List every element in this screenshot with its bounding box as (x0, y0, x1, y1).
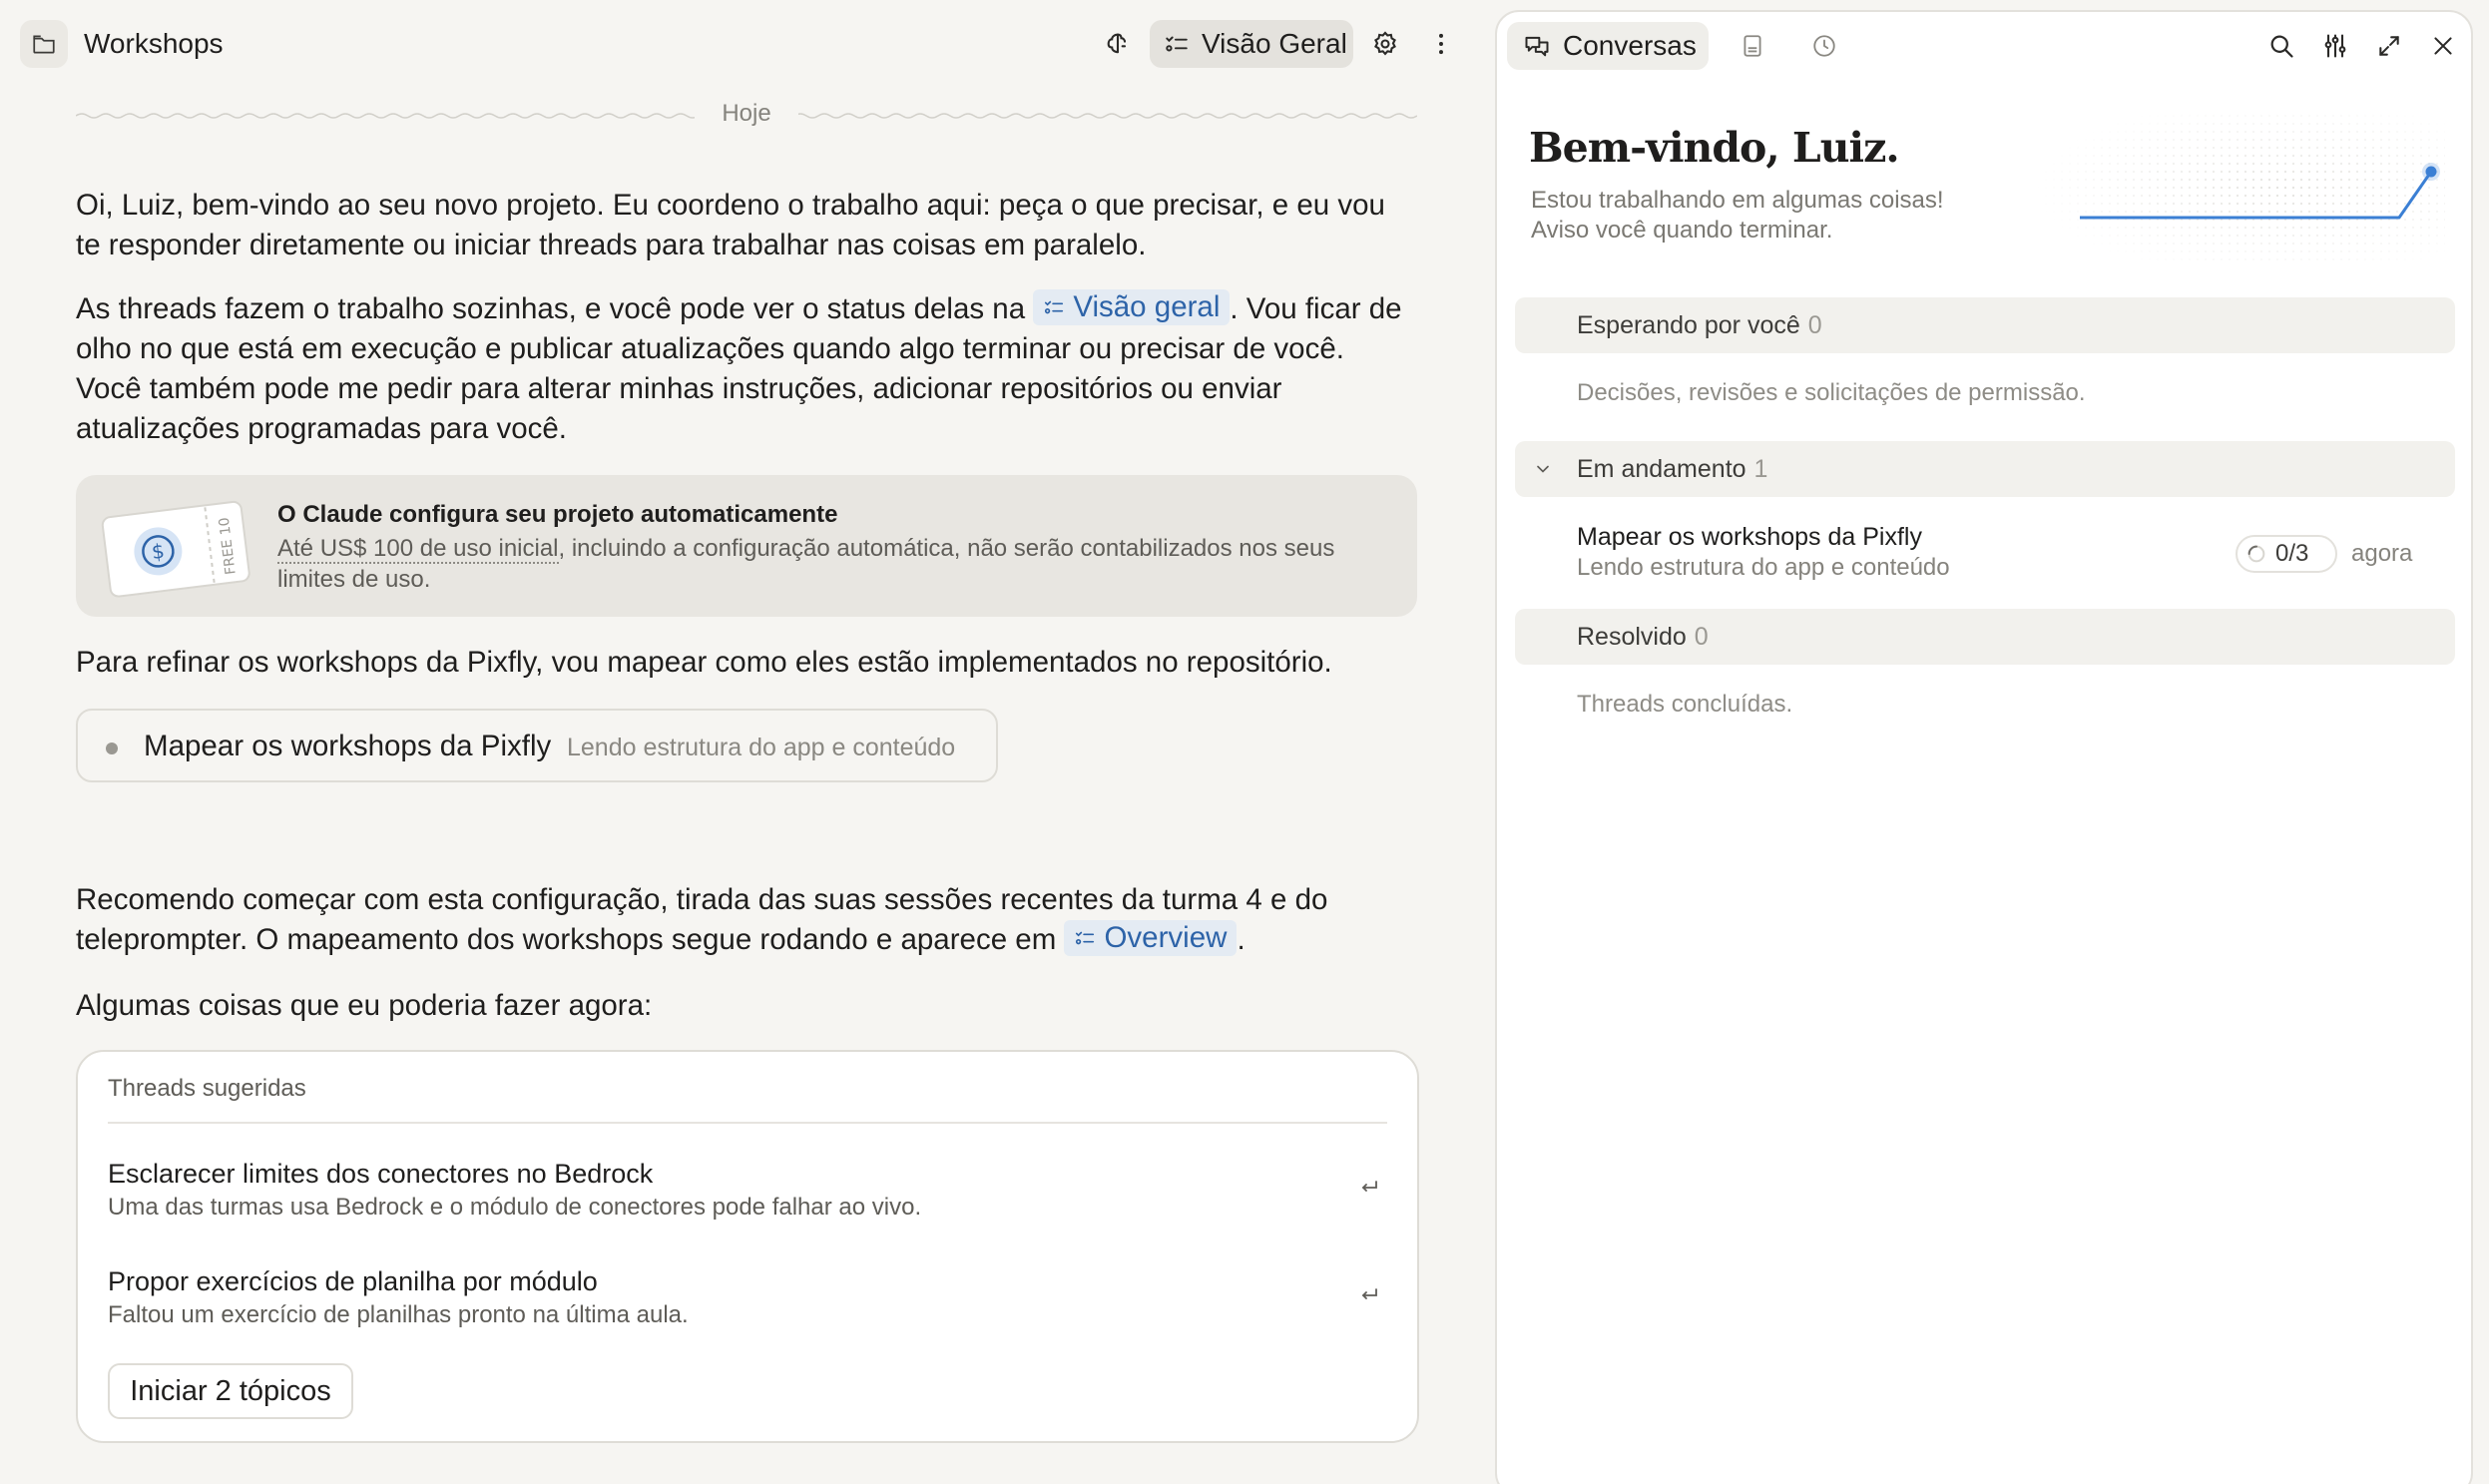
start-topics-button[interactable]: Iniciar 2 tópicos (108, 1363, 353, 1419)
promo-banner (76, 475, 1417, 617)
more-button[interactable] (1421, 24, 1461, 64)
expand-icon (2376, 33, 2402, 59)
tab-history[interactable] (1804, 26, 1844, 66)
enter-icon[interactable] (1357, 1283, 1381, 1307)
activity-sparkline (2036, 114, 2445, 263)
promo-title: O Claude configura seu projeto automaticamente (277, 501, 838, 528)
section-count: 0 (1807, 311, 1822, 339)
welcome-line-2: Aviso você quando terminar. (1531, 217, 1833, 244)
thread-progress-badge (2236, 535, 2337, 573)
date-label: Hoje (722, 100, 771, 127)
checklist-icon (1164, 31, 1190, 57)
folder-icon (31, 31, 57, 57)
overview-chip-label: Overview (1104, 921, 1228, 954)
ticket-text: FREE 10 (216, 516, 240, 576)
threads-paragraph (76, 289, 1417, 449)
divider (108, 1122, 1387, 1124)
section-title: Resolvido (1577, 623, 1687, 651)
tab-conversations[interactable] (1507, 22, 1709, 70)
date-divider (76, 96, 1417, 136)
suggestion-desc: Faltou um exercício de planilhas pronto na última aula. (108, 1301, 689, 1328)
thread-progress: 0/3 (2275, 540, 2309, 567)
suggestion-desc: Uma das turmas usa Bedrock e o módulo de conectores pode falhar ao vivo. (108, 1194, 922, 1221)
intro-paragraph: Oi, Luiz, bem-vindo ao seu novo projeto. Eu coordeno o trabalho aqui: peça o que precisar, e eu vou te responder diretamente ou iniciar threads para trabalhar nas coisas em paralelo. (76, 189, 1385, 261)
chevron-down-icon (1533, 459, 1553, 479)
suggestion-title: Propor exercícios de planilha por módulo (108, 1266, 598, 1296)
suggestion-title: Esclarecer limites dos conectores no Bedrock (108, 1159, 654, 1189)
section-in-progress[interactable] (1515, 441, 2455, 497)
close-button[interactable] (2423, 26, 2463, 66)
promo-usage-link[interactable]: Até US$ 100 de uso inicial (277, 535, 559, 562)
project-title: Workshops (84, 28, 224, 59)
section-title: Em andamento (1577, 455, 1746, 483)
gear-icon (1371, 30, 1399, 58)
section-title: Esperando por você (1577, 311, 1800, 339)
project-folder-button[interactable] (20, 20, 68, 68)
task-card[interactable] (76, 709, 998, 782)
welcome-subtitle (1531, 186, 1944, 246)
things-paragraph: Algumas coisas que eu poderia fazer agora: (76, 989, 653, 1022)
suggestion-item[interactable] (108, 1156, 1389, 1224)
close-icon (2430, 33, 2456, 59)
chat-bubbles-icon (1523, 32, 1551, 60)
welcome-line-1: Estou trabalhando em algumas coisas! (1531, 187, 1944, 214)
refine-paragraph: Para refinar os workshops da Pixfly, vou mapear como eles estão implementados no repositório. (76, 646, 1332, 679)
suggestion-item[interactable] (108, 1263, 1389, 1331)
section-empty-text: Decisões, revisões e solicitações de permissão. (1577, 379, 2086, 406)
promo-text (277, 533, 1395, 595)
search-icon (2267, 32, 2295, 60)
suggested-threads-card (76, 1050, 1419, 1443)
status-dot (106, 742, 118, 754)
svg-text:$: $ (150, 538, 167, 565)
threads-text-before: As threads fazem o trabalho sozinhas, e você pode ver o status delas na (76, 292, 1026, 325)
free-ticket-icon (98, 495, 257, 599)
filter-button[interactable] (2315, 26, 2355, 66)
overview-button[interactable] (1150, 20, 1353, 68)
document-icon (1740, 33, 1765, 59)
expand-button[interactable] (2369, 26, 2409, 66)
top-bar (0, 0, 1487, 88)
overview-chip[interactable] (1033, 289, 1230, 325)
checklist-icon (1074, 927, 1096, 949)
section-count: 1 (1753, 455, 1768, 483)
overview-chip-label: Visão geral (1073, 290, 1221, 323)
brain-icon (1104, 30, 1132, 58)
thread-subtitle: Lendo estrutura do app e conteúdo (1577, 554, 1950, 581)
thread-time: agora (2351, 540, 2413, 567)
recommend-text-after: . (1237, 923, 1245, 956)
section-count: 0 (1694, 623, 1709, 651)
sliders-icon (2321, 32, 2349, 60)
section-resolved[interactable] (1515, 609, 2455, 665)
suggested-threads-header: Threads sugeridas (108, 1075, 306, 1102)
recommend-paragraph (76, 880, 1417, 960)
section-label (1577, 453, 1767, 485)
settings-button[interactable] (1365, 24, 1405, 64)
thread-title: Mapear os workshops da Pixfly (1577, 523, 1922, 551)
clock-icon (1811, 33, 1837, 59)
enter-icon[interactable] (1357, 1176, 1381, 1200)
section-label (1577, 621, 1709, 653)
more-vertical-icon (1427, 30, 1455, 58)
checklist-icon (1043, 296, 1065, 318)
overview-chip[interactable] (1064, 920, 1237, 956)
tab-documents[interactable] (1733, 26, 1772, 66)
welcome-title: Bem-vindo, Luiz. (1529, 124, 1899, 172)
tab-conversations-label: Conversas (1563, 30, 1697, 61)
section-empty-text: Threads concluídas. (1577, 691, 1793, 718)
recommend-text-before: Recomendo começar com esta configuração, tirada das suas sessões recentes da turma 4 e do teleprompter. O mapeamento dos workshops segue rodando e aparece em (76, 883, 1328, 956)
spinner-icon (2245, 543, 2267, 565)
task-status: Lendo estrutura do app e conteúdo (567, 734, 956, 761)
section-waiting[interactable] (1515, 297, 2455, 353)
side-panel (1495, 10, 2473, 1484)
task-title: Mapear os workshops da Pixfly (144, 730, 552, 762)
promo-text-rest: , incluindo a configuração automática, não serão contabilizados nos seus limites de uso. (277, 535, 1335, 593)
brain-button[interactable] (1098, 24, 1138, 64)
threads-text-after: . Vou ficar de olho no que está em execução e publicar atualizações quando algo terminar ou precisar de você. Você também pode me pedir para alterar minhas instruções, adicionar repositórios ou enviar atualizações programadas para você. (76, 292, 1402, 445)
search-button[interactable] (2261, 26, 2301, 66)
section-label (1577, 309, 1822, 341)
overview-label: Visão Geral (1202, 28, 1347, 59)
